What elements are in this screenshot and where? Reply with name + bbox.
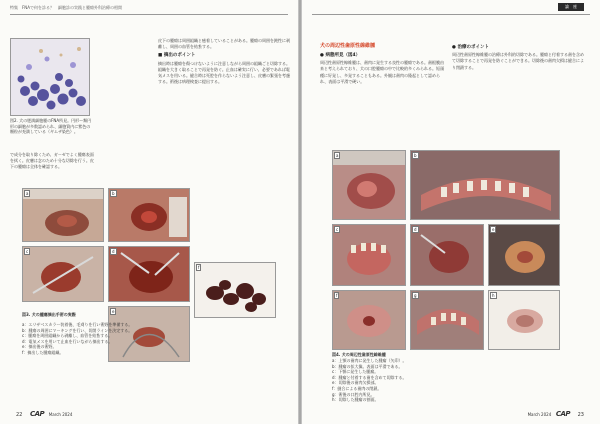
magazine-logo: CAP <box>555 410 571 418</box>
issue-date: March 2024 <box>48 412 73 417</box>
sub2-title: ● 治療のポイント <box>452 45 489 50</box>
sub2-text: 周辺性歯原性線維腫の治療は外科的切除である。腫瘍と付着する歯を含めて切除することで再発を防ぐことができる。切除後の歯肉欠損は縫合により閉鎖する。 <box>452 52 584 70</box>
fig4-note: a：上顎の歯肉に発生した腫瘤（矢印）。 <box>332 358 407 363</box>
fig4-panel-a <box>332 150 406 220</box>
col2-block <box>158 38 290 86</box>
fig4-panel-e <box>488 224 560 286</box>
col1-block <box>320 50 444 86</box>
panel-label: b <box>414 153 417 158</box>
sub1-title: ● 病態所見（図4） <box>320 53 361 58</box>
fig2-caption: 図2. 犬の肥満細胞腫のFNA所見。円形〜類円形の細胞が多数認められ、細胞質内に紫色の顆粒が充満している（ギムザ染色）。 <box>10 118 92 135</box>
section-title: 犬の周辺性歯原性線維腫 <box>320 43 376 49</box>
fig4-panel-c <box>332 224 406 286</box>
running-head: 特集 FNAで何を診る？ 細胞診の実践と腫瘍外科治療の相関 <box>10 5 123 10</box>
right-page <box>302 0 600 424</box>
panel-label: e <box>492 227 495 232</box>
panel-label: c <box>336 227 339 232</box>
fig3-panel-f <box>194 262 276 318</box>
panel-label: c <box>26 249 29 254</box>
panel-label: a <box>26 191 29 196</box>
col2-text-2: 摘出時は腫瘍を傷つけないように注意しながら周囲の組織ごと切除する。組織を大きく取ることで再発を防ぐ。止血は確実に行い、必要であれば電気メスを用いる。縫合時は死腔を作らないよう注意し、皮膚の緊張を考慮する。術後は病理検査に提出する。 <box>158 60 290 85</box>
fig3-panel-d <box>108 246 190 302</box>
point1-title: ■ 摘出のポイント <box>158 53 196 59</box>
panel-label: d <box>414 227 417 232</box>
sub1-text: 周辺性歯原性線維腫は、歯肉に発生する良性の腫瘍である。歯根膜由来と考えられており、犬の口腔腫瘍の中で比較的多くみられる。短頭種に好発し、多発することもある。外観は歯肉の隆起として認められ、表面は平滑で硬い。 <box>320 60 444 84</box>
fig4-panel-f <box>332 290 406 350</box>
header-rule <box>10 14 288 15</box>
panel-label: e <box>112 309 115 314</box>
fig3-panel-a <box>22 188 104 242</box>
magazine-logo: CAP <box>29 410 45 418</box>
fig4-caption: 図4. 犬の周辺性歯原性線維腫 <box>332 352 386 357</box>
fig4-note: g：術後の口腔内所見。 <box>332 391 375 397</box>
fig4-panel-d <box>410 224 484 286</box>
panel-label: d <box>112 249 115 254</box>
issue-date: March 2024 <box>527 412 552 417</box>
fig3-note: a：エリザベスカラー装着後、毛刈りを行い術野を準備する。 <box>22 322 133 327</box>
fig3-note: c：腫瘍を周囲組織から剥離し、血管を結紮する。 <box>22 333 113 339</box>
fig3-notes <box>22 322 272 356</box>
page-number: 22 <box>16 412 23 418</box>
fig4-note: d：腫瘤と付着する歯を含めて切除する。 <box>332 374 407 380</box>
fig4-note: e：切除後の歯肉欠損部。 <box>332 380 379 386</box>
fig3-note: e：摘出後の術野。 <box>22 344 57 350</box>
panel-label: g <box>414 293 417 298</box>
fig4-panel-h <box>488 290 560 350</box>
fig4-panel-b <box>410 150 560 220</box>
header-rule <box>312 14 590 15</box>
fig3-panel-c <box>22 246 104 302</box>
fig3-panel-b <box>108 188 190 242</box>
fig3-caption: 図3. 犬の腫瘍摘出手術の実際 <box>22 312 76 317</box>
fig3-note: f：摘出した腫瘍組織。 <box>22 349 64 355</box>
left-footer <box>16 410 72 418</box>
panel-label: a <box>336 153 339 158</box>
fig4-notes <box>332 358 566 403</box>
col1-text: で成分を取り除くため、ガーゼでよく腫瘍表面を拭く。皮膚は念のため十分な切除を行う。皮下の腫瘍は全体を確認する。 <box>10 152 94 170</box>
panel-label: h <box>492 293 495 298</box>
right-footer <box>528 410 584 418</box>
col2-text-1: 皮下の腫瘍は周囲組織と癒着していることがある。腫瘍の周囲を鈍性に剥離し、周囲の血管を結紮する。 <box>158 38 290 50</box>
left-page <box>0 0 298 424</box>
fig3-note: b：腫瘍の周囲にマーキングを行い、切開ラインを決定する。 <box>22 327 133 333</box>
fig4-panel-g <box>410 290 484 350</box>
fig4-note: c：下顎に発生した腫瘤。 <box>332 369 379 375</box>
page-number: 23 <box>577 412 584 418</box>
section-tag: 論 座 <box>558 3 584 11</box>
cytology-micrograph <box>10 38 90 116</box>
panel-label: f <box>336 293 338 298</box>
panel-label: b <box>112 191 115 196</box>
fig4-note: h：切除した腫瘤の割面。 <box>332 397 379 403</box>
fig4-note: b：腫瘤の拡大像。表面は平滑である。 <box>332 363 403 369</box>
fig4-note: f：縫合による歯肉の閉鎖。 <box>332 385 382 391</box>
fig3-note: d：電気メスを用いて止血を行いながら摘出する。 <box>22 338 113 344</box>
panel-label: f <box>198 265 200 270</box>
col2-block <box>452 42 586 72</box>
